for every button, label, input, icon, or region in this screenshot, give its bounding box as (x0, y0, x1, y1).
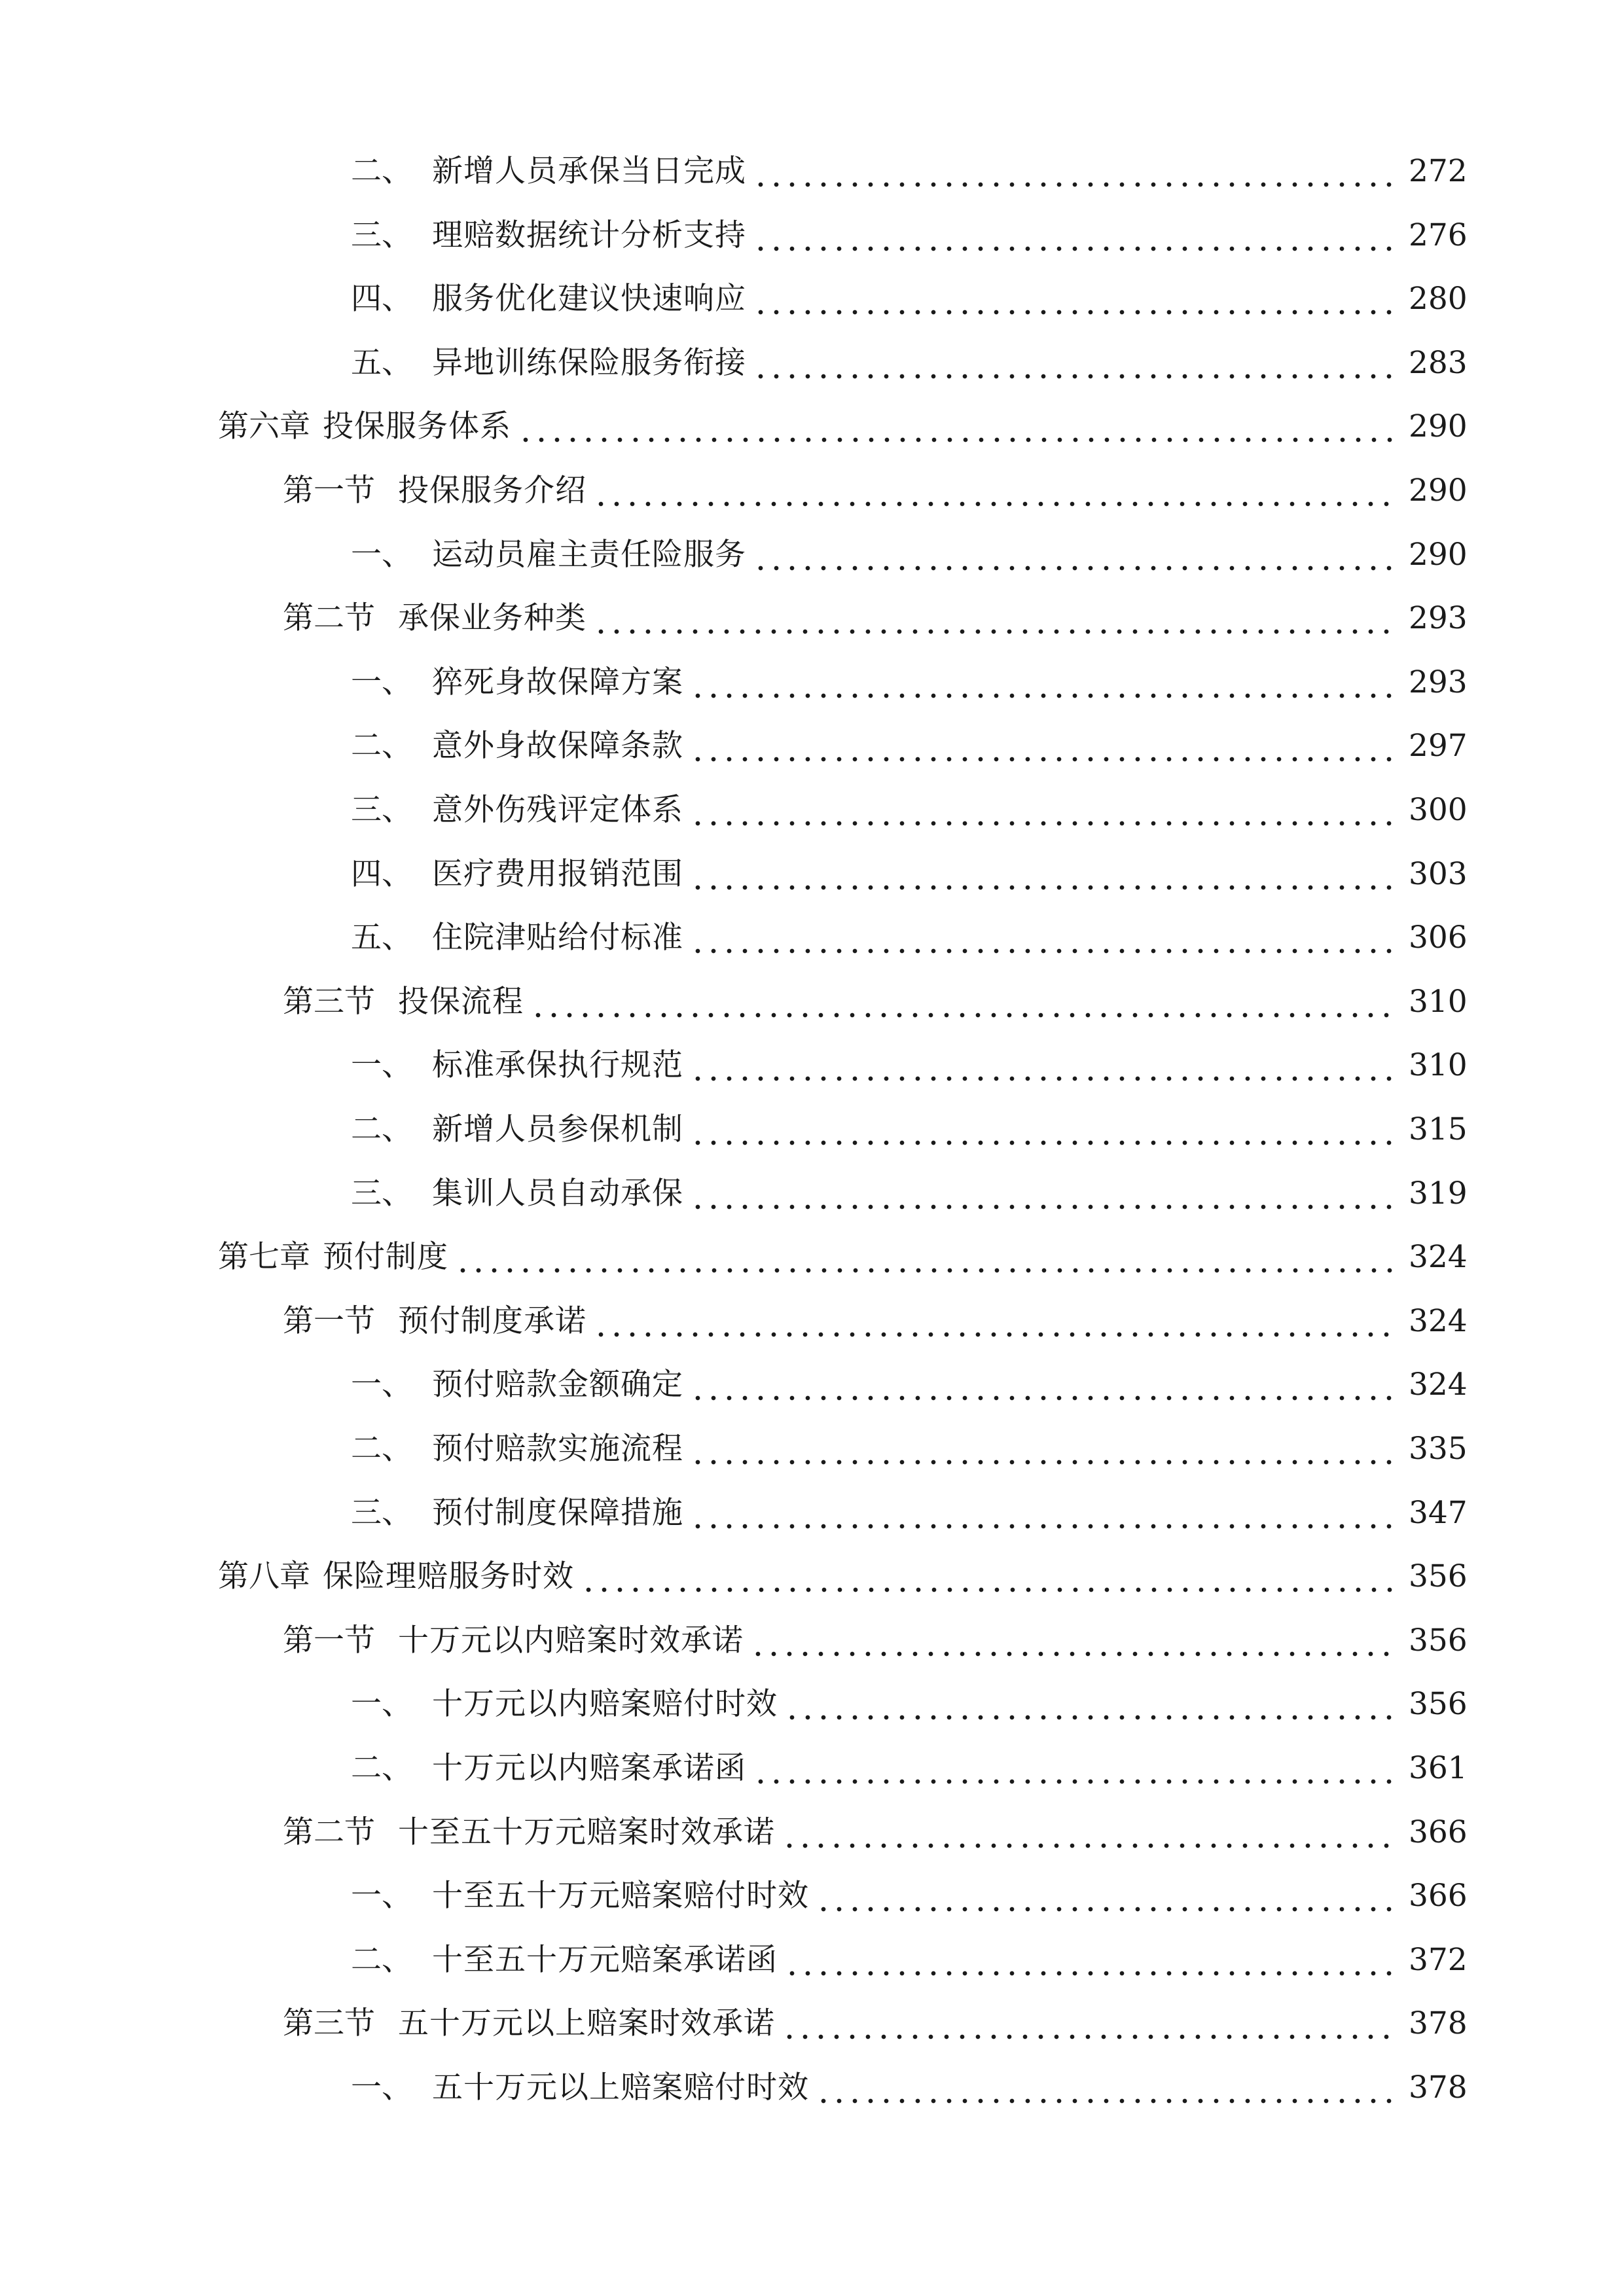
toc-entry-item[interactable] (351, 1359, 1468, 1411)
toc-dot-leader (593, 1295, 1396, 1348)
toc-entry-number: 第二节 (283, 600, 375, 637)
toc-dot-leader (690, 1487, 1396, 1539)
toc-entry-section[interactable] (283, 1998, 1468, 2050)
toc-dot-leader (593, 465, 1396, 517)
toc-entry-item[interactable] (351, 1678, 1468, 1731)
toc-entry-item[interactable] (351, 848, 1468, 901)
toc-dot-leader (530, 976, 1396, 1028)
toc-dot-leader (750, 1615, 1396, 1667)
toc-entry-page-number: 315 (1409, 1111, 1468, 1147)
toc-entry-title: 预付制度保障措施 (432, 1494, 683, 1531)
toc-entry-title: 预付制度 (323, 1239, 448, 1276)
toc-entry-number: 三、 (351, 1494, 412, 1531)
toc-entry-number: 一、 (351, 1047, 412, 1084)
toc-dot-leader (690, 784, 1396, 836)
toc-entry-section[interactable] (283, 465, 1468, 517)
toc-entry-title: 十万元以内赔案时效承诺 (398, 1622, 744, 1659)
toc-entry-page-number: 306 (1409, 920, 1468, 956)
toc-entry-title: 预付制度承诺 (398, 1302, 586, 1339)
toc-entry-title: 理赔数据统计分析支持 (432, 217, 746, 253)
toc-entry-item[interactable] (351, 2062, 1468, 2114)
toc-entry-page-number: 293 (1409, 664, 1468, 700)
toc-entry-number: 第七章 (218, 1239, 310, 1276)
toc-dot-leader (784, 1934, 1396, 1986)
toc-entry-item[interactable] (351, 273, 1468, 325)
toc-entry-title: 五十万元以上赔案时效承诺 (398, 2005, 775, 2042)
toc-entry-item[interactable] (351, 209, 1468, 262)
toc-entry-page-number: 300 (1409, 792, 1468, 828)
toc-entry-number: 五、 (351, 344, 412, 381)
toc-entry-title: 猝死身故保障方案 (432, 664, 683, 700)
toc-dot-leader (782, 1998, 1396, 2050)
toc-dot-leader (690, 720, 1396, 772)
toc-entry-page-number: 319 (1409, 1175, 1468, 1211)
toc-entry-page-number: 310 (1409, 1047, 1468, 1084)
toc-entry-page-number: 303 (1409, 855, 1468, 892)
toc-entry-title: 服务优化建议快速响应 (432, 281, 746, 317)
toc-dot-leader (690, 1168, 1396, 1220)
toc-entry-item[interactable] (351, 337, 1468, 389)
toc-entry-number: 一、 (351, 1686, 412, 1723)
toc-entry-page-number: 366 (1409, 1878, 1468, 1914)
toc-dot-leader (690, 1039, 1396, 1092)
toc-dot-leader (816, 1870, 1396, 1922)
toc-entry-number: 四、 (351, 281, 412, 317)
toc-entry-page-number: 276 (1409, 217, 1468, 253)
toc-entry-page-number: 356 (1409, 1622, 1468, 1659)
toc-entry-page-number: 378 (1409, 2070, 1468, 2106)
toc-entry-title: 意外身故保障条款 (432, 728, 683, 764)
toc-dot-leader (690, 1103, 1396, 1156)
toc-entry-item[interactable] (351, 784, 1468, 836)
toc-dot-leader (690, 912, 1396, 964)
toc-entry-page-number: 356 (1409, 1558, 1468, 1595)
toc-entry-number: 第三节 (283, 983, 375, 1020)
toc-entry-number: 二、 (351, 153, 412, 189)
toc-entry-title: 预付赔款金额确定 (432, 1367, 683, 1403)
toc-entry-number: 一、 (351, 664, 412, 700)
toc-entry-title: 十万元以内赔案赔付时效 (432, 1686, 778, 1723)
toc-entry-title: 新增人员承保当日完成 (432, 153, 746, 189)
toc-entry-section[interactable] (283, 1295, 1468, 1348)
toc-entry-title: 承保业务种类 (398, 600, 586, 637)
toc-entry-number: 三、 (351, 217, 412, 253)
toc-entry-number: 第一节 (283, 1622, 375, 1659)
toc-entry-number: 二、 (351, 1750, 412, 1786)
toc-entry-chapter[interactable] (218, 401, 1468, 453)
toc-entry-number: 第二节 (283, 1814, 375, 1850)
toc-entry-title: 新增人员参保机制 (432, 1111, 683, 1147)
toc-entry-item[interactable] (351, 912, 1468, 964)
toc-dot-leader (581, 1551, 1396, 1603)
toc-entry-title: 投保流程 (398, 983, 524, 1020)
toc-dot-leader (455, 1231, 1396, 1283)
toc-entry-item[interactable] (351, 656, 1468, 709)
toc-entry-item[interactable] (351, 1039, 1468, 1092)
toc-entry-title: 十至五十万元赔案承诺函 (432, 1941, 778, 1978)
toc-entry-number: 第六章 (218, 408, 310, 445)
toc-entry-title: 异地训练保险服务衔接 (432, 344, 746, 381)
toc-entry-item[interactable] (351, 1742, 1468, 1795)
toc-entry-title: 投保服务体系 (323, 408, 511, 445)
toc-dot-leader (690, 1423, 1396, 1475)
toc-entry-item[interactable] (351, 1487, 1468, 1539)
toc-entry-page-number: 272 (1409, 153, 1468, 189)
toc-entry-title: 集训人员自动承保 (432, 1175, 683, 1211)
toc-entry-page-number: 324 (1409, 1239, 1468, 1276)
toc-entry-item[interactable] (351, 529, 1468, 581)
toc-entry-number: 一、 (351, 1367, 412, 1403)
toc-entry-page-number: 297 (1409, 728, 1468, 764)
toc-entry-title: 保险理赔服务时效 (323, 1558, 574, 1595)
toc-entry-page-number: 324 (1409, 1302, 1468, 1339)
toc-entry-chapter[interactable] (218, 1551, 1468, 1603)
toc-entry-section[interactable] (283, 1806, 1468, 1859)
toc-dot-leader (782, 1806, 1396, 1859)
toc-entry-number: 五、 (351, 920, 412, 956)
toc-entry-item[interactable] (351, 145, 1468, 198)
toc-entry-page-number: 347 (1409, 1494, 1468, 1531)
toc-entry-item[interactable] (351, 1870, 1468, 1922)
toc-dot-leader (690, 848, 1396, 901)
toc-entry-title: 投保服务介绍 (398, 473, 586, 509)
toc-entry-title: 预付赔款实施流程 (432, 1431, 683, 1467)
toc-entry-page-number: 366 (1409, 1814, 1468, 1850)
toc-entry-number: 第三节 (283, 2005, 375, 2042)
toc-entry-item[interactable] (351, 1423, 1468, 1475)
toc-entry-page-number: 283 (1409, 344, 1468, 381)
toc-dot-leader (753, 209, 1396, 262)
toc-entry-item[interactable] (351, 1168, 1468, 1220)
toc-entry-page-number: 356 (1409, 1686, 1468, 1723)
toc-entry-title: 十至五十万元赔案时效承诺 (398, 1814, 775, 1850)
toc-entry-number: 二、 (351, 1431, 412, 1467)
toc-entry-page-number: 280 (1409, 281, 1468, 317)
toc-entry-page-number: 293 (1409, 600, 1468, 637)
toc-dot-leader (753, 145, 1396, 198)
toc-entry-page-number: 372 (1409, 1941, 1468, 1978)
toc-entry-title: 住院津贴给付标准 (432, 920, 683, 956)
toc-entry-number: 第一节 (283, 473, 375, 509)
toc-dot-leader (753, 529, 1396, 581)
toc-entry-section[interactable] (283, 976, 1468, 1028)
toc-entry-number: 第八章 (218, 1558, 310, 1595)
toc-entry-title: 十至五十万元赔案赔付时效 (432, 1878, 809, 1914)
toc-entry-page-number: 290 (1409, 408, 1468, 445)
toc-entry-page-number: 310 (1409, 983, 1468, 1020)
toc-entry-number: 一、 (351, 1878, 412, 1914)
toc-dot-leader (784, 1678, 1396, 1731)
toc-dot-leader (690, 1359, 1396, 1411)
toc-entry-title: 标准承保执行规范 (432, 1047, 683, 1084)
toc-entry-number: 第一节 (283, 1302, 375, 1339)
toc-dot-leader (753, 337, 1396, 389)
toc-entry-page-number: 335 (1409, 1431, 1468, 1467)
toc-entry-number: 一、 (351, 2070, 412, 2106)
toc-entry-item[interactable] (351, 1103, 1468, 1156)
toc-entry-number: 三、 (351, 1175, 412, 1211)
toc-entry-number: 四、 (351, 855, 412, 892)
toc-entry-page-number: 290 (1409, 473, 1468, 509)
toc-entry-number: 一、 (351, 536, 412, 573)
toc-entry-title: 医疗费用报销范围 (432, 855, 683, 892)
toc-entry-page-number: 290 (1409, 536, 1468, 573)
toc-dot-leader (753, 273, 1396, 325)
toc-dot-leader (690, 656, 1396, 709)
toc-entry-title: 五十万元以上赔案赔付时效 (432, 2070, 809, 2106)
toc-dot-leader (816, 2062, 1396, 2114)
toc-entry-item[interactable] (351, 1934, 1468, 1986)
toc-dot-leader (593, 592, 1396, 645)
toc-entry-title: 运动员雇主责任险服务 (432, 536, 746, 573)
toc-entry-title: 十万元以内赔案承诺函 (432, 1750, 746, 1786)
toc-dot-leader (518, 401, 1396, 453)
toc-entry-page-number: 361 (1409, 1750, 1468, 1786)
toc-entry-title: 意外伤残评定体系 (432, 792, 683, 828)
toc-dot-leader (753, 1742, 1396, 1795)
toc-entry-number: 三、 (351, 792, 412, 828)
toc-entry-section[interactable] (283, 592, 1468, 645)
toc-entry-page-number: 378 (1409, 2005, 1468, 2042)
toc-entry-number: 二、 (351, 728, 412, 764)
toc-entry-section[interactable] (283, 1615, 1468, 1667)
toc-entry-number: 二、 (351, 1941, 412, 1978)
toc-entry-page-number: 324 (1409, 1367, 1468, 1403)
toc-entry-item[interactable] (351, 720, 1468, 772)
toc-entry-number: 二、 (351, 1111, 412, 1147)
toc-entry-chapter[interactable] (218, 1231, 1468, 1283)
